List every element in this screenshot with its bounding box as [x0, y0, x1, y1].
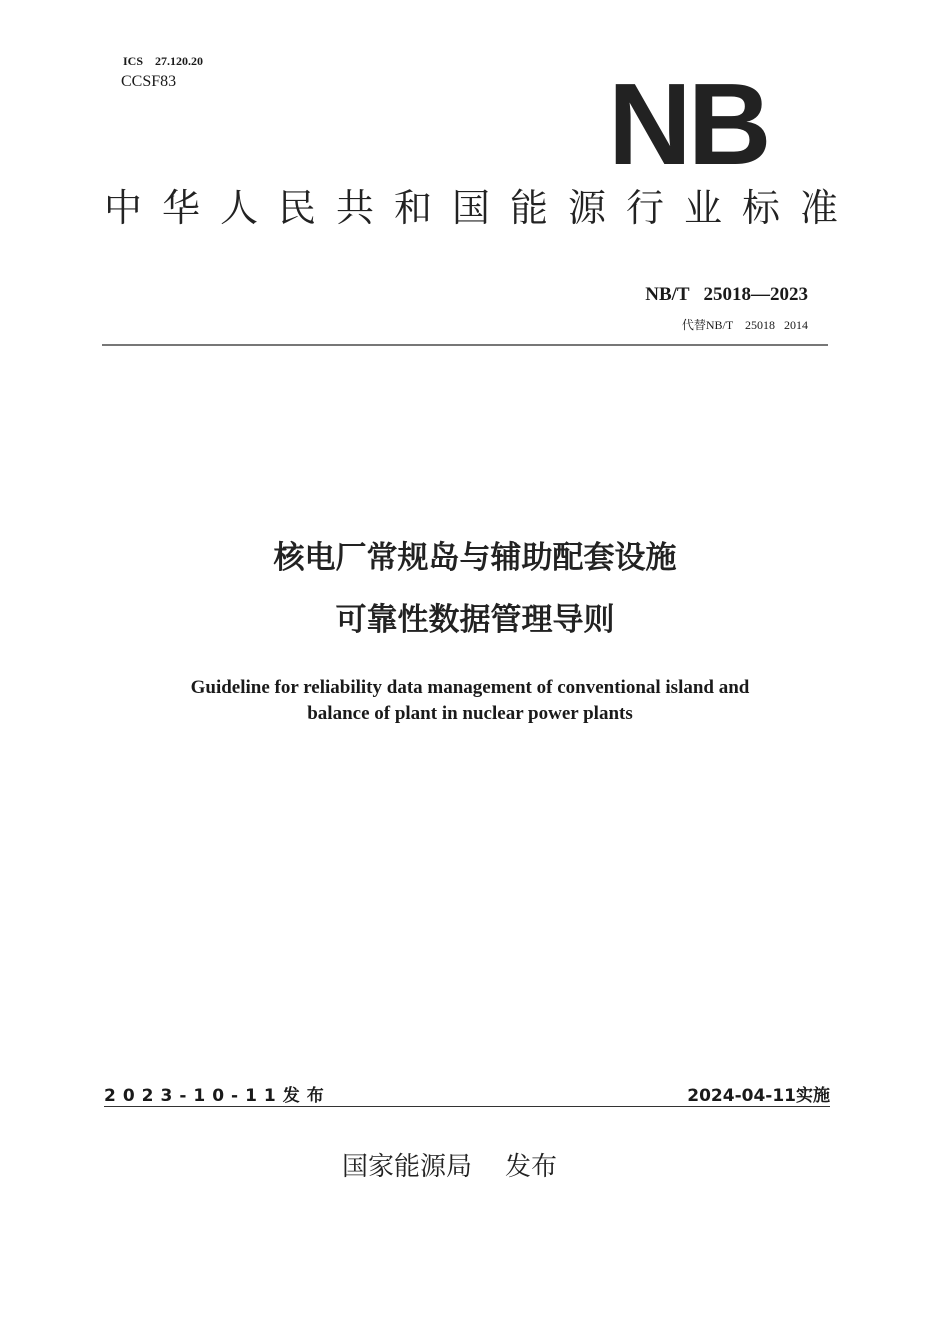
ccs-code: CCSF83 — [121, 73, 177, 90]
english-title-line-1: Guideline for reliability data management of conventional island and — [190, 677, 750, 698]
english-title — [0, 675, 940, 727]
standard-number: NB/T 25018—2023 — [645, 284, 808, 305]
issuer: 国家能源局 发布 — [342, 1152, 558, 1182]
document-title-line-2: 可靠性数据管理导则 — [335, 602, 615, 638]
ics-code: ICS 27.120.20 — [123, 54, 204, 68]
header-divider — [102, 344, 828, 346]
nb-logo: NB — [608, 59, 768, 189]
english-title-line-2: balance of plant in nuclear power plants — [307, 703, 633, 724]
standard-category-title: 中华人民共和国能源行业标准 — [104, 186, 859, 230]
replaces-standard: 代替NB/T 25018 2014 — [681, 318, 808, 332]
implementation-date: 2024-04-11实施 — [687, 1086, 830, 1106]
document-title-line-1: 核电厂常规岛与辅助配套设施 — [273, 540, 677, 576]
publish-date: 2023-10-11发布 — [104, 1086, 331, 1106]
date-row — [104, 1084, 830, 1107]
